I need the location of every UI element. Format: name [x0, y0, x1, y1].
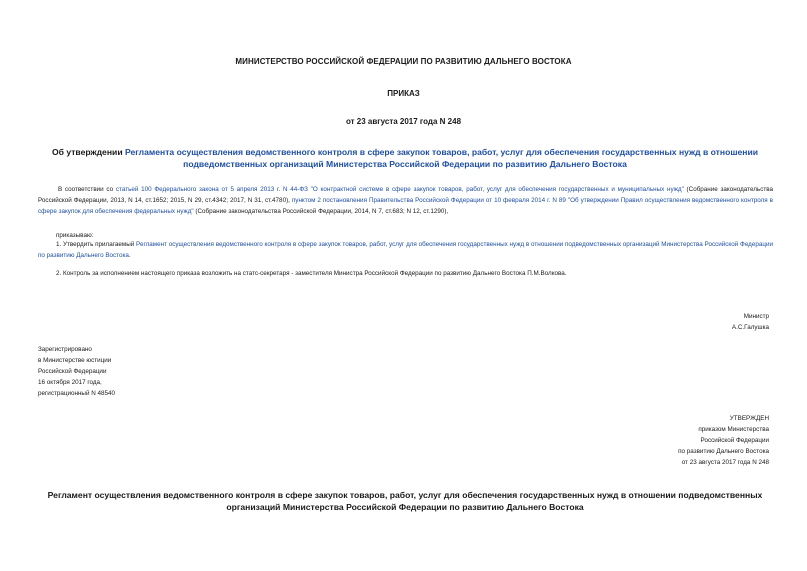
preamble-text-b: (Собрание законодательства Российской Федерации, 2013, N 14, ст.1652; 2015, N 29, ст.4342; 2017, N 31, ст.4780), — [38, 186, 773, 204]
law-article-link[interactable]: статьей 100 Федерального закона от 5 апреля 2013 г. N 44-ФЗ "О контрактной системе в сфере закупок товаров, работ, услуг для обеспечения государственных и муниципальных нужд" — [115, 186, 684, 193]
order-title — [40, 146, 770, 170]
clause-1-text-a: 1. Утвердить прилагаемый — [56, 241, 137, 248]
regulation-link[interactable]: Регламента осуществления ведомственного контроля в сфере закупок товаров, работ, услуг для обеспечения государственных нужд в отношении подведомственных организаций Министерства Российской Федерации по развитию Дальнего Востока — [124, 147, 759, 169]
ministry-heading: МИНИСТЕРСТВО РОССИЙСКОЙ ФЕДЕРАЦИИ ПО РАЗВИТИЮ ДАЛЬНЕГО ВОСТОКА — [235, 57, 572, 66]
signature-name: А.С.Галушка — [731, 324, 769, 331]
signature-block — [732, 311, 769, 333]
clause-1-text-b: . — [128, 252, 131, 259]
regulation-title: Регламент осуществления ведомственного контроля в сфере закупок товаров, работ, услуг для обеспечения государственных нужд в отношении подведомственных организаций Министерства Российской Федерации по развитию Дальнего Востока — [47, 490, 763, 512]
registration-block — [38, 344, 115, 399]
approved-line-1: УТВЕРЖДЕН — [729, 415, 769, 422]
approved-line-5: от 23 августа 2017 года N 248 — [681, 459, 769, 466]
registration-line-5: регистрационный N 48540 — [38, 390, 116, 397]
resolution-link[interactable]: пунктом 2 постановления Правительства Российской Федерации от 10 февраля 2014 г. N 89 "Об утверждении Правил осуществления ведомственного контроля в сфере закупок для обеспечения федеральных нужд" — [38, 197, 773, 215]
regulation-annex-link[interactable]: Регламент осуществления ведомственного контроля в сфере закупок товаров, работ, услуг для обеспечения государственных нужд в отношении подведомственных организаций Министерства Российской Федерации по развитию Дальнего Востока — [38, 241, 773, 259]
approval-stamp-block — [678, 413, 769, 468]
order-date: от 23 августа 2017 года N 248 — [345, 117, 462, 126]
clause-1 — [38, 239, 773, 261]
registration-line-2: в Министерстве юстиции — [38, 357, 112, 364]
preamble-paragraph — [38, 184, 773, 217]
registration-line-1: Зарегистрировано — [38, 346, 92, 353]
preamble-text-c: (Собрание законодательства Российской Федерации, 2014, N 7, ст.683; N 12, ст.1290), — [193, 208, 449, 215]
approved-line-3: Российской Федерации — [700, 437, 769, 444]
order-heading: ПРИКАЗ — [387, 89, 420, 98]
preamble-text-a: В соответствии со — [58, 186, 116, 193]
registration-line-4: 16 октября 2017 года, — [38, 379, 102, 386]
signature-position: Министр — [743, 313, 769, 320]
registration-line-3: Российской Федерации — [38, 368, 107, 375]
approved-line-4: по развитию Дальнего Востока — [678, 448, 769, 455]
order-word: приказываю: — [56, 232, 94, 239]
clause-2: 2. Контроль за исполнением настоящего приказа возложить на статс-секретаря - заместителя Министра Российской Федерации по развитию Дальнего Востока П.М.Волкова. — [56, 270, 567, 277]
order-title-prefix: Об утверждении — [51, 147, 125, 157]
approved-line-2: приказом Министерства — [698, 426, 769, 433]
